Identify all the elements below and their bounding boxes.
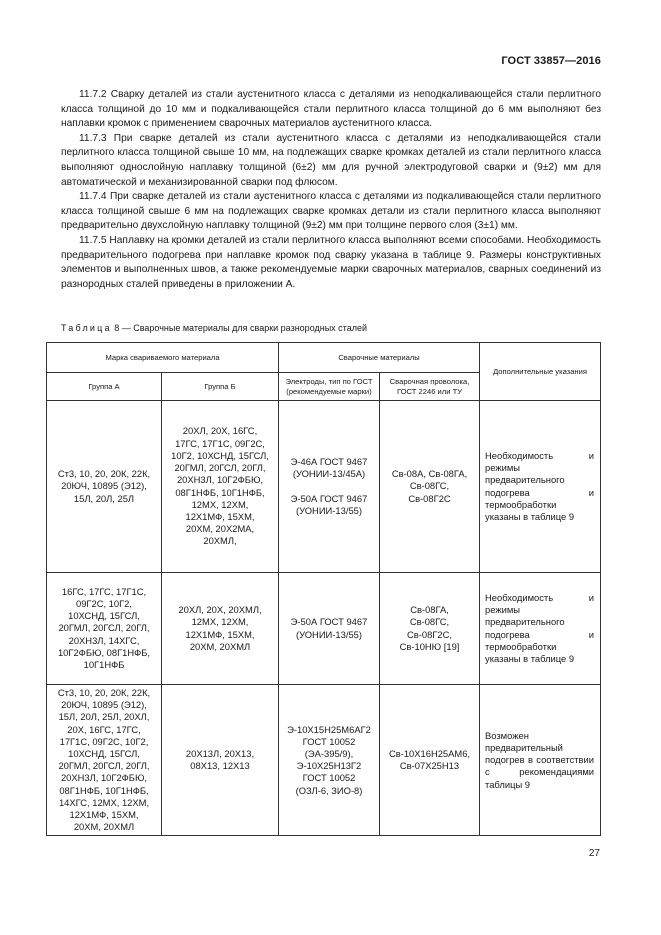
cell-line: 12Х1МФ, 15ХМ,	[69, 809, 139, 821]
cell-line: Э-50А ГОСТ 9467	[290, 492, 368, 504]
cell-line: 15Л, 20Л, 25Л, 20ХЛ,	[58, 711, 150, 723]
cell-line: 20ГМЛ, 20ГСЛ, 20ГЛ,	[58, 622, 150, 634]
cell-line: Св-07Х25Н13	[399, 760, 460, 772]
cell-line: 20ЮЧ, 10895 (Э12),	[61, 699, 147, 711]
document-header: ГОСТ 33857—2016	[501, 55, 601, 67]
paragraph-11-7-5: 11.7.5 Наплавку на кромки деталей из стали перлитного класса выполняют всеми способами. Необходимость предварительного подогрева при наплавке кромок под сварку указана в таблице 9. Размеры конструктивных элементов и выполненных швов, а также рекомендуемые марки сварочных материалов, сварных соединений из разнородных сталей приведены в приложении А.	[61, 234, 601, 290]
cell-line: 20Х, 16ГС, 17ГС,	[67, 723, 141, 735]
cell-line: 20ХМ, 20ХМЛ	[189, 640, 251, 652]
cell-line: 20ХН3Л, 10Г2ФБЮ,	[60, 772, 148, 784]
cell-line: 10ХСНД, 15ГСЛ,	[68, 748, 140, 760]
cell-line: 20ГМЛ, 20ГСЛ, 20ГЛ,	[58, 760, 150, 772]
cell-line: 20ХМ, 20ХМЛ	[73, 821, 135, 833]
cell-note: Необходимость и режимы предварительного подогрева и термообработки указаны в таблице 9	[480, 401, 601, 573]
cell-line: 12МХ, 12ХМ,	[191, 498, 249, 510]
paragraph-11-7-2: 11.7.2 Сварку деталей из стали аустенитного класса с деталями из неподкаливающейся стали перлитного класса толщиной до 10 мм и подкаливающейся стали перлитного класса толщиной до 6 мм выполняют без наплавки кромок с применением сварочных материалов аустенитного класса.	[61, 89, 601, 130]
cell-line: 20ХЛ, 20Х, 20ХМЛ,	[178, 604, 262, 616]
cell-line: 08Г1НФБ, 10Г1НФБ,	[59, 784, 149, 796]
header-wire: Сварочная проволока, ГОСТ 2246 или ТУ	[380, 373, 480, 401]
cell-line: (УОНИИ-13/55)	[295, 504, 362, 516]
cell-line: Св-10Х16Н25АМ6,	[388, 748, 471, 760]
cell-line: 14ХГС, 12МХ, 12ХМ,	[58, 796, 150, 808]
cell-line: (УОНИИ-13/55)	[295, 628, 362, 640]
cell-line: 20ХЛ, 20Х, 16ГС,	[182, 425, 258, 437]
cell-line: Св-10НЮ [19]	[399, 640, 460, 652]
header-group-a: Группа А	[47, 373, 162, 401]
table-row	[47, 573, 601, 685]
paragraph-11-7-3: 11.7.3 При сварке деталей из стали аустенитного класса с деталями из неподкаливающейся стали перлитного класса толщиной свыше 10 мм, на подлежащих сварке кромках деталей из стали перлитного класса выполняют однослойную наплавку толщиной (6±2) мм для ручной электродуговой сварки и (9±2) мм для автоматической и механизированной сварки под флюсом.	[61, 132, 601, 188]
table-row	[47, 401, 601, 573]
cell-line: 09Г2С, 10Г2,	[75, 597, 133, 609]
header-additional: Дополнительные указания	[480, 343, 601, 401]
table-row	[47, 685, 601, 836]
cell-line: 17Г1С, 09Г2С, 10Г2,	[59, 735, 149, 747]
cell-line	[282, 480, 376, 492]
cell-line: 16ГС, 17ГС, 17Г1С,	[61, 585, 147, 597]
cell-group-a	[47, 685, 162, 836]
cell-line: ГОСТ 10052	[302, 735, 356, 747]
cell-line: 20ХН3Л, 10Г2ФБЮ,	[176, 474, 264, 486]
cell-line: 20ХМЛ,	[203, 535, 237, 547]
cell-electrodes	[279, 685, 380, 836]
cell-line: 12Х1МФ, 15ХМ,	[185, 628, 255, 640]
cell-group-a	[47, 573, 162, 685]
cell-line: 10Г1НФБ	[83, 659, 125, 670]
cell-line: ГОСТ 10052	[302, 772, 356, 784]
cell-line: Св-08ГС,	[409, 616, 450, 628]
cell-line: 20ХМ, 20Х2МА,	[185, 523, 255, 535]
cell-line: Э-46А ГОСТ 9467	[290, 455, 368, 467]
cell-line: Ст3, 10, 20, 20К, 22К,	[57, 468, 151, 480]
cell-line: 08Г1НФБ, 10Г1НФБ,	[175, 486, 265, 498]
cell-group-b	[162, 685, 279, 836]
cell-line: Св-08А, Св-08ГА,	[391, 468, 468, 480]
cell-line: (ОЗЛ-6, ЗИО-8)	[295, 784, 363, 796]
cell-line: Св-08ГС,	[409, 480, 450, 492]
cell-line: 15Л, 20Л, 25Л	[73, 492, 135, 504]
page-number: 27	[588, 848, 600, 859]
cell-line: Св-08ГА,	[410, 604, 449, 616]
cell-line: 20Х13Л, 20Х13,	[185, 748, 255, 760]
cell-line: 20ГМЛ, 20ГСЛ, 20ГЛ,	[174, 462, 266, 474]
header-marka: Марка свариваемого материала	[47, 343, 279, 373]
cell-line: 10ХСНД, 15ГСЛ,	[68, 610, 140, 622]
cell-line: 10Г2, 10ХСНД, 15ГСЛ,	[171, 449, 269, 461]
cell-electrodes	[279, 573, 380, 685]
table-caption-label: Таблица	[61, 323, 112, 333]
cell-note: Необходимость и режимы предварительного подогрева и термообработки указаны в таблице 9	[480, 573, 601, 685]
body-text	[61, 88, 601, 292]
cell-wire	[380, 401, 480, 573]
cell-wire	[380, 573, 480, 685]
header-electrodes: Электроды, тип по ГОСТ (рекомендуемые марки)	[279, 373, 380, 401]
cell-group-b	[162, 573, 279, 685]
cell-line: Э-10Х15Н25М6АГ2	[287, 723, 371, 735]
cell-electrodes	[279, 401, 380, 573]
cell-line: 12МХ, 12ХМ,	[191, 616, 249, 628]
cell-wire	[380, 685, 480, 836]
cell-line: (УОНИИ-13/45А)	[292, 468, 366, 480]
cell-line: Св-08Г2С	[408, 492, 451, 504]
cell-line: (ЭА-395/9),	[304, 748, 354, 760]
cell-line: Св-08Г2С,	[407, 628, 452, 640]
header-materials: Сварочные материалы	[279, 343, 480, 373]
cell-group-b	[162, 401, 279, 573]
cell-line: Ст3, 10, 20, 20К, 22К,	[57, 687, 151, 698]
cell-note: Возможен предварительный подогрев в соответствии с рекомендациями таблицы 9	[480, 685, 601, 836]
header-group-b: Группа Б	[162, 373, 279, 401]
paragraph-11-7-4: 11.7.4 При сварке деталей из стали аустенитного класса с деталями из подкаливающейся стали перлитного класса толщиной свыше 6 мм на подлежащих сварке кромках детали из стали перлитного класса выполняют предварительно двухслойную наплавку толщиной (9±2) мм при толщине первого слоя (3±1) мм.	[61, 191, 601, 232]
cell-group-a	[47, 401, 162, 573]
cell-line: 20ЮЧ, 10895 (Э12),	[61, 480, 147, 492]
cell-line: 17ГС, 17Г1С, 09Г2С,	[175, 437, 265, 449]
cell-line: Э-50А ГОСТ 9467	[290, 616, 368, 628]
cell-line: 12Х1МФ, 15ХМ,	[185, 510, 255, 522]
cell-line: 20ХН3Л, 14ХГС,	[68, 634, 140, 646]
table-caption	[61, 323, 601, 333]
cell-line: 10Г2ФБЮ, 08Г1НФБ,	[57, 646, 151, 658]
cell-line: Э-10Х25Н13Г2	[296, 760, 362, 772]
welding-materials-table	[46, 342, 601, 836]
table-caption-text: 8 — Сварочные материалы для сварки разнородных сталей	[114, 323, 367, 333]
cell-line: 08Х13, 12Х13	[190, 760, 250, 772]
